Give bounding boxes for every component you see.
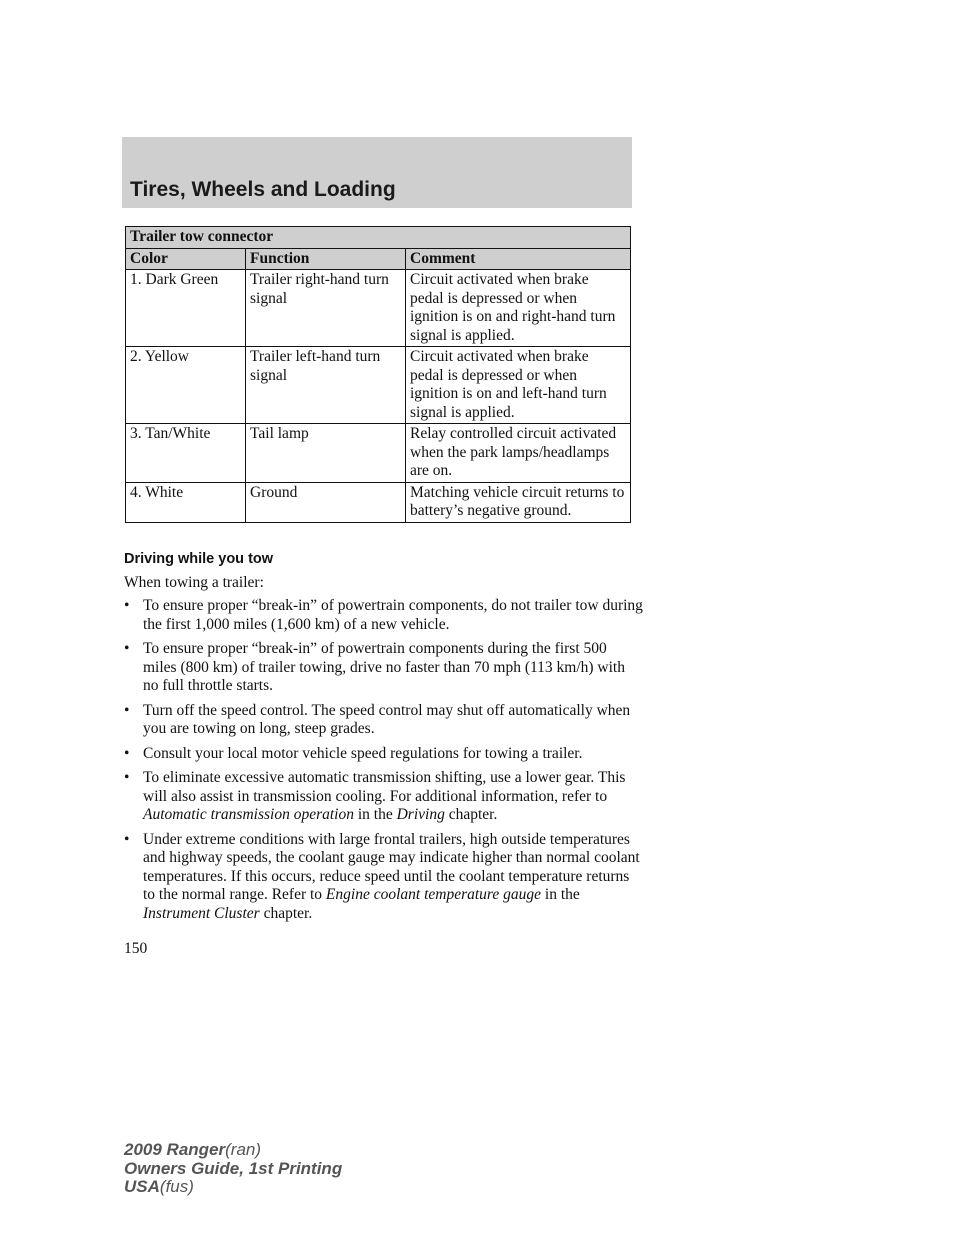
table-row xyxy=(126,424,631,483)
section-heading: Driving while you tow xyxy=(124,551,274,567)
list-item-text-part: in the xyxy=(541,886,580,903)
table-cell: Relay controlled circuit activated when the park lamps/headlamps are on. xyxy=(406,424,631,483)
list-item-text-part: Under extreme conditions with large frontal trailers, high outside temperatures and highway speeds, the coolant gauge may indicate higher than normal coolant temperatures. If this occurs, reduce speed until the coolant temperature returns to the normal range. Refer to xyxy=(143,830,640,903)
cross-reference: Automatic transmission operation xyxy=(143,806,354,823)
table-cell: 1. Dark Green xyxy=(126,270,246,347)
table-cell: Circuit activated when brake pedal is depressed or when ignition is on and left-hand turn signal is applied. xyxy=(406,347,631,424)
column-header-color: Color xyxy=(126,248,246,270)
list-item-text-part: To eliminate excessive automatic transmission shifting, use a lower gear. This will also assist in transmission cooling. For additional information, refer to xyxy=(143,769,626,805)
list-item-text: To ensure proper “break-in” of powertrain components during the first 500 miles (800 km) of trailer towing, drive no faster than 70 mph (113 km/h) with no full throttle starts. xyxy=(143,640,625,694)
bullet-icon: • xyxy=(124,769,130,786)
list-item xyxy=(124,745,644,764)
table-cell: 2. Yellow xyxy=(126,347,246,424)
footer-model: 2009 Ranger xyxy=(124,1140,226,1159)
table-title-row xyxy=(126,227,631,249)
towing-tips-list xyxy=(124,597,644,923)
page-number: 150 xyxy=(124,940,148,957)
print-footer xyxy=(124,1141,342,1197)
table-cell: 3. Tan/White xyxy=(126,424,246,483)
footer-market: USA xyxy=(124,1177,160,1196)
cross-reference: Engine coolant temperature gauge xyxy=(325,886,542,903)
bullet-icon: • xyxy=(124,744,130,762)
footer-line xyxy=(124,1160,342,1179)
footer-code: (fus) xyxy=(159,1177,194,1196)
list-item-text xyxy=(143,831,640,922)
table-title: Trailer tow connector xyxy=(126,227,631,249)
table-cell: Tail lamp xyxy=(246,424,406,483)
list-item-text-part: in the xyxy=(353,806,397,823)
table-cell: Circuit activated when brake pedal is depressed or when ignition is on and right-hand turn signal is applied. xyxy=(406,270,631,347)
table-cell: Ground xyxy=(246,482,406,522)
list-item xyxy=(124,769,644,825)
bullet-icon: • xyxy=(124,597,130,614)
chapter-header xyxy=(122,137,632,208)
table-row xyxy=(126,347,631,424)
list-item-text: Turn off the speed control. The speed control may shut off automatically when you are towing on long, steep grades. xyxy=(143,701,631,737)
table-cell: Trailer right-hand turn signal xyxy=(246,270,406,347)
chapter-title: Tires, Wheels and Loading xyxy=(130,178,396,201)
list-item-text: To ensure proper “break-in” of powertrain components, do not trailer tow during the first 1,000 miles (1,600 km) of a new vehicle. xyxy=(143,597,643,633)
footer-code: (ran) xyxy=(225,1140,262,1159)
list-item-text: Consult your local motor vehicle speed regulations for towing a trailer. xyxy=(143,744,583,762)
list-item xyxy=(124,597,644,634)
column-header-comment: Comment xyxy=(406,248,631,270)
section-intro: When towing a trailer: xyxy=(124,573,264,591)
table-cell: Matching vehicle circuit returns to battery’s negative ground. xyxy=(406,482,631,522)
table-header-row xyxy=(126,248,631,270)
table-cell: Trailer left-hand turn signal xyxy=(246,347,406,424)
cross-reference: Instrument Cluster xyxy=(143,904,260,922)
table-cell: 4. White xyxy=(126,482,246,522)
list-item-text-part: chapter. xyxy=(444,806,498,823)
column-header-function: Function xyxy=(246,248,406,270)
footer-line xyxy=(124,1178,342,1197)
list-item-text xyxy=(143,769,625,823)
trailer-connector-table xyxy=(125,226,631,523)
table-row xyxy=(126,270,631,347)
bullet-icon: • xyxy=(124,701,130,719)
list-item-text-part: chapter. xyxy=(259,904,313,922)
footer-edition: Owners Guide, 1st Printing xyxy=(124,1158,343,1178)
cross-reference: Driving xyxy=(396,806,445,823)
towing-section xyxy=(124,550,644,929)
list-item xyxy=(124,702,644,739)
footer-line xyxy=(124,1141,342,1160)
bullet-icon: • xyxy=(124,640,130,657)
list-item xyxy=(124,831,644,924)
list-item xyxy=(124,640,644,696)
bullet-icon: • xyxy=(124,830,130,848)
table-row xyxy=(126,482,631,522)
